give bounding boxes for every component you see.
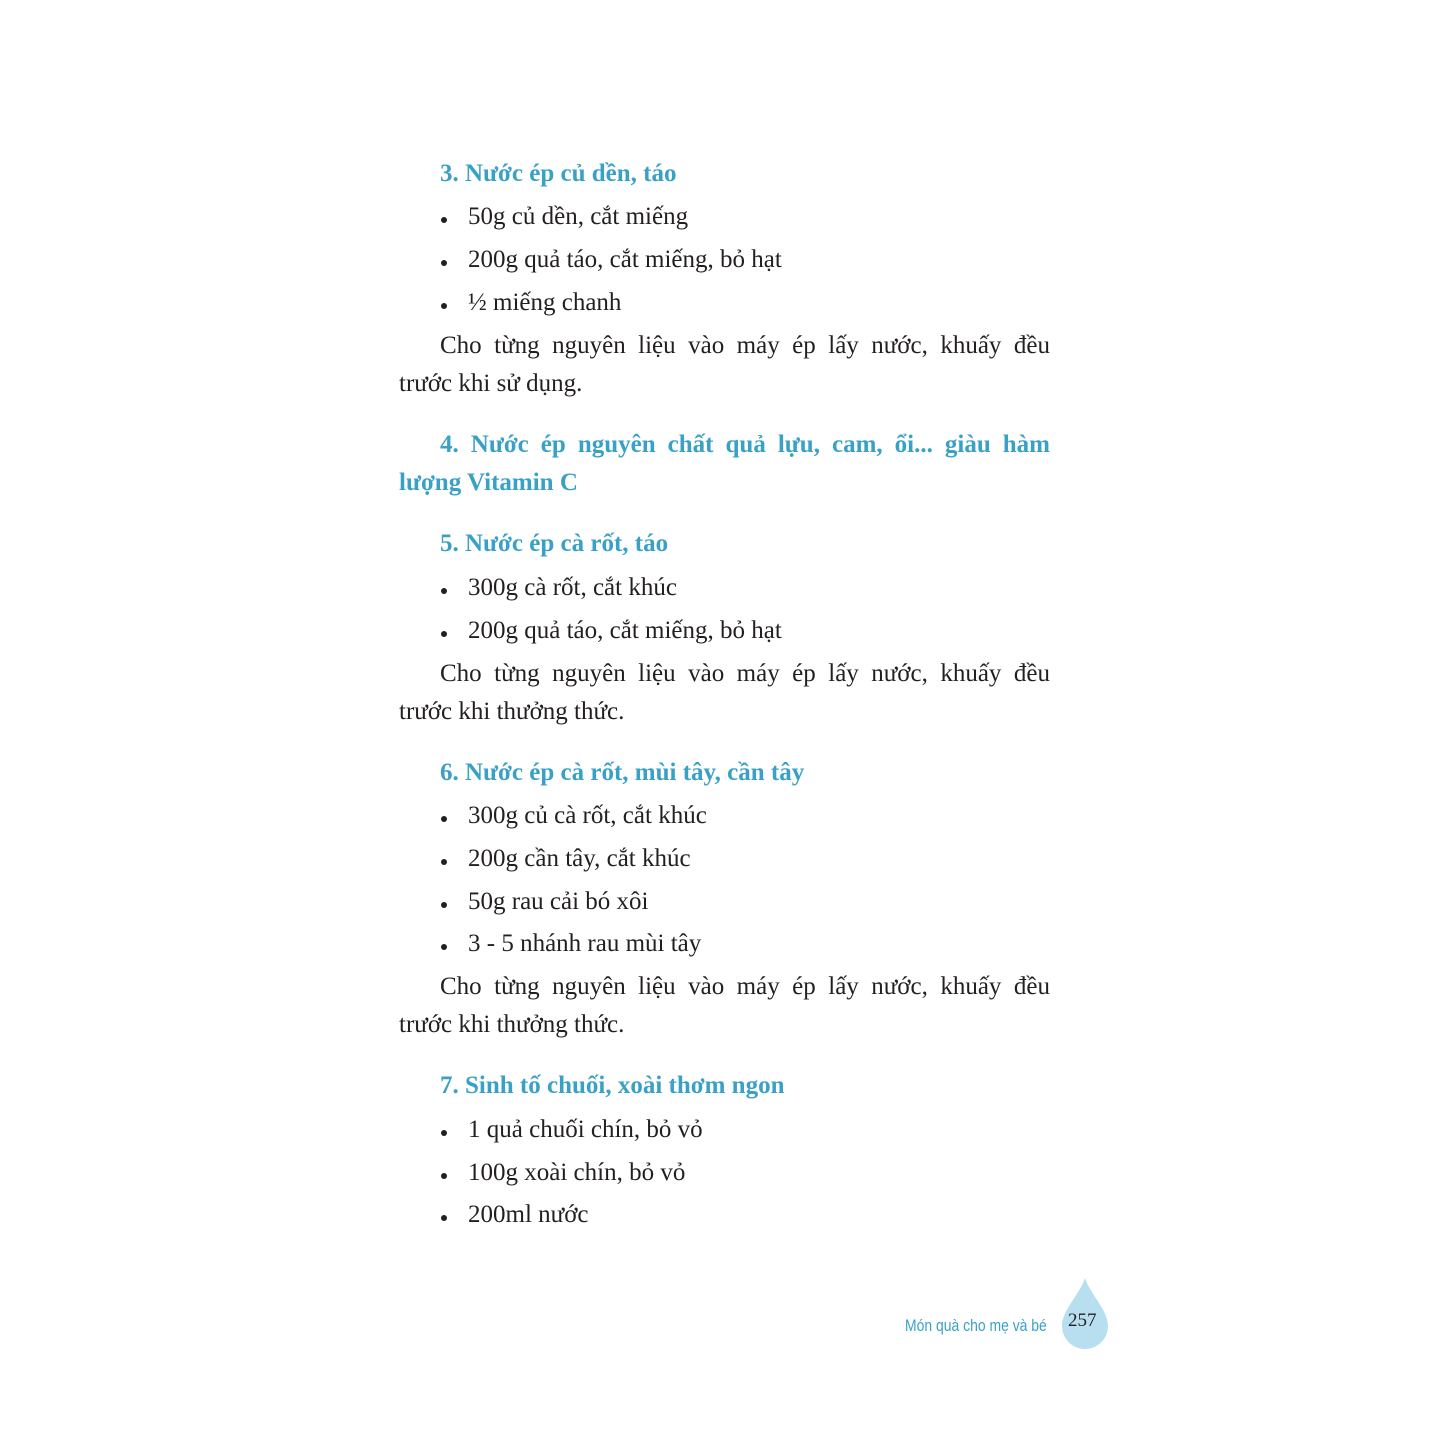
- bullet-icon: [441, 631, 447, 637]
- bullet-icon: [441, 859, 447, 865]
- list-item: 200g quả táo, cắt miếng, bỏ hạt: [468, 246, 782, 273]
- section-5-heading: 5. Nước ép cà rốt, táo: [440, 530, 669, 557]
- section-5-instruction-line-2: trước khi thưởng thức.: [399, 698, 625, 725]
- section-6-instruction-line-2: trước khi thưởng thức.: [399, 1011, 625, 1038]
- bullet-icon: [441, 1130, 447, 1136]
- bullet-icon: [441, 217, 447, 223]
- bullet-icon: [441, 260, 447, 266]
- bullet-icon: [441, 902, 447, 908]
- book-title: Món quà cho mẹ và bé: [905, 1316, 1047, 1335]
- list-item: 200g quả táo, cắt miếng, bỏ hạt: [468, 617, 782, 644]
- section-3-instruction-line-2: trước khi sử dụng.: [399, 370, 583, 397]
- bullet-icon: [441, 303, 447, 309]
- list-item: 50g rau cải bó xôi: [468, 888, 649, 915]
- page-number: 257: [1068, 1310, 1097, 1331]
- list-item: 100g xoài chín, bỏ vỏ: [468, 1159, 686, 1186]
- section-6-heading: 6. Nước ép cà rốt, mùi tây, cần tây: [440, 759, 805, 786]
- list-item: 300g cà rốt, cắt khúc: [468, 574, 677, 601]
- list-item: 200ml nước: [468, 1201, 589, 1228]
- list-item: 50g củ dền, cắt miếng: [468, 203, 689, 230]
- section-7-heading: 7. Sinh tố chuối, xoài thơm ngon: [440, 1072, 785, 1099]
- section-4-heading-line-1: 4. Nước ép nguyên chất quả lựu, cam, ổi... giàu hàm: [440, 431, 1050, 458]
- section-3-instruction-line-1: Cho từng nguyên liệu vào máy ép lấy nước, khuấy đều: [440, 332, 1050, 359]
- section-5-instruction-line-1: Cho từng nguyên liệu vào máy ép lấy nước, khuấy đều: [440, 660, 1050, 687]
- section-3-heading: 3. Nước ép củ dền, táo: [440, 160, 677, 187]
- bullet-icon: [441, 816, 447, 822]
- list-item: 1 quả chuối chín, bỏ vỏ: [468, 1116, 703, 1143]
- section-4-heading-line-2: lượng Vitamin C: [399, 469, 578, 496]
- list-item: 3 - 5 nhánh rau mùi tây: [468, 930, 702, 957]
- bullet-icon: [441, 1173, 447, 1179]
- bullet-icon: [441, 588, 447, 594]
- list-item: 200g cần tây, cắt khúc: [468, 845, 691, 872]
- section-6-instruction-line-1: Cho từng nguyên liệu vào máy ép lấy nước, khuấy đều: [440, 973, 1050, 1000]
- list-item: ½ miếng chanh: [468, 289, 622, 316]
- list-item: 300g củ cà rốt, cắt khúc: [468, 802, 707, 829]
- bullet-icon: [441, 1215, 447, 1221]
- bullet-icon: [441, 944, 447, 950]
